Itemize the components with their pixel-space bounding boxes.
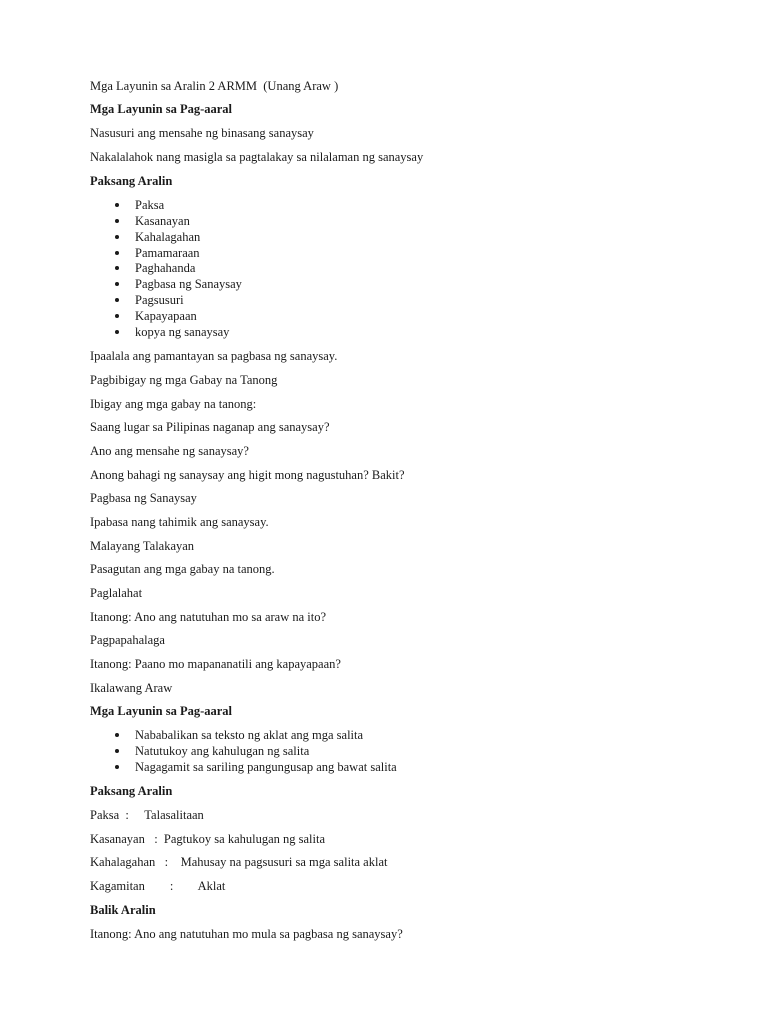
list-item: Pagsusuri — [135, 293, 184, 307]
document-title: Mga Layunin sa Aralin 2 ARMM (Unang Araw ) — [90, 79, 339, 93]
list-item: Nababalikan sa teksto ng aklat ang mga salita — [135, 728, 364, 742]
heading-subject: Paksang Aralin — [90, 174, 173, 188]
objective-2: Nakalalahok nang masigla sa pagtalakay sa nilalaman ng sanaysay — [90, 150, 424, 164]
heading-review: Balik Aralin — [90, 903, 156, 917]
list-item: Kahalagahan — [135, 230, 201, 244]
list-item: Paksa — [135, 198, 165, 212]
paragraph: Paglalahat — [90, 586, 143, 600]
paragraph: Ipabasa nang tahimik ang sanaysay. — [90, 515, 269, 529]
list-item: Kasanayan — [135, 214, 190, 228]
heading-subject-2: Paksang Aralin — [90, 784, 173, 798]
paragraph: Anong bahagi ng sanaysay ang higit mong nagustuhan? Bakit? — [90, 468, 405, 482]
heading-objectives-2: Mga Layunin sa Pag-aaral — [90, 704, 233, 718]
paragraph: Itanong: Paano mo mapananatili ang kapayapaan? — [90, 657, 341, 671]
paragraph: Malayang Talakayan — [90, 539, 195, 553]
list-item: Pamamaraan — [135, 246, 200, 260]
paragraph: Ikalawang Araw — [90, 681, 173, 695]
list-item: Kapayapaan — [135, 309, 197, 323]
list-item: Paghahanda — [135, 261, 196, 275]
objective-1: Nasusuri ang mensahe ng binasang sanaysay — [90, 126, 314, 140]
kahalagahan-line: Kahalagahan : Mahusay na pagsusuri sa mga salita aklat — [90, 855, 388, 869]
paragraph: Pagbasa ng Sanaysay — [90, 491, 197, 505]
paragraph: Ibigay ang mga gabay na tanong: — [90, 397, 257, 411]
paksa-line: Paksa : Talasalitaan — [90, 808, 204, 822]
paragraph: Pagbibigay ng mga Gabay na Tanong — [90, 373, 278, 387]
kagamitan-line: Kagamitan : Aklat — [90, 879, 226, 893]
heading-objectives: Mga Layunin sa Pag-aaral — [90, 102, 233, 116]
paragraph: Itanong: Ano ang natutuhan mo mula sa pagbasa ng sanaysay? — [90, 927, 403, 941]
paragraph: Pagpapahalaga — [90, 633, 165, 647]
paragraph: Ano ang mensahe ng sanaysay? — [90, 444, 249, 458]
kasanayan-line: Kasanayan : Pagtukoy sa kahulugan ng salita — [90, 832, 326, 846]
paragraph: Itanong: Ano ang natutuhan mo sa araw na ito? — [90, 610, 327, 624]
paragraph: Ipaalala ang pamantayan sa pagbasa ng sanaysay. — [90, 349, 338, 363]
list-item: kopya ng sanaysay — [135, 325, 230, 339]
list-item: Natutukoy ang kahulugan ng salita — [135, 744, 310, 758]
paragraph: Saang lugar sa Pilipinas naganap ang sanaysay? — [90, 420, 330, 434]
paragraph: Pasagutan ang mga gabay na tanong. — [90, 562, 275, 576]
list-item: Nagagamit sa sariling pangungusap ang bawat salita — [135, 760, 397, 774]
list-item: Pagbasa ng Sanaysay — [135, 277, 242, 291]
